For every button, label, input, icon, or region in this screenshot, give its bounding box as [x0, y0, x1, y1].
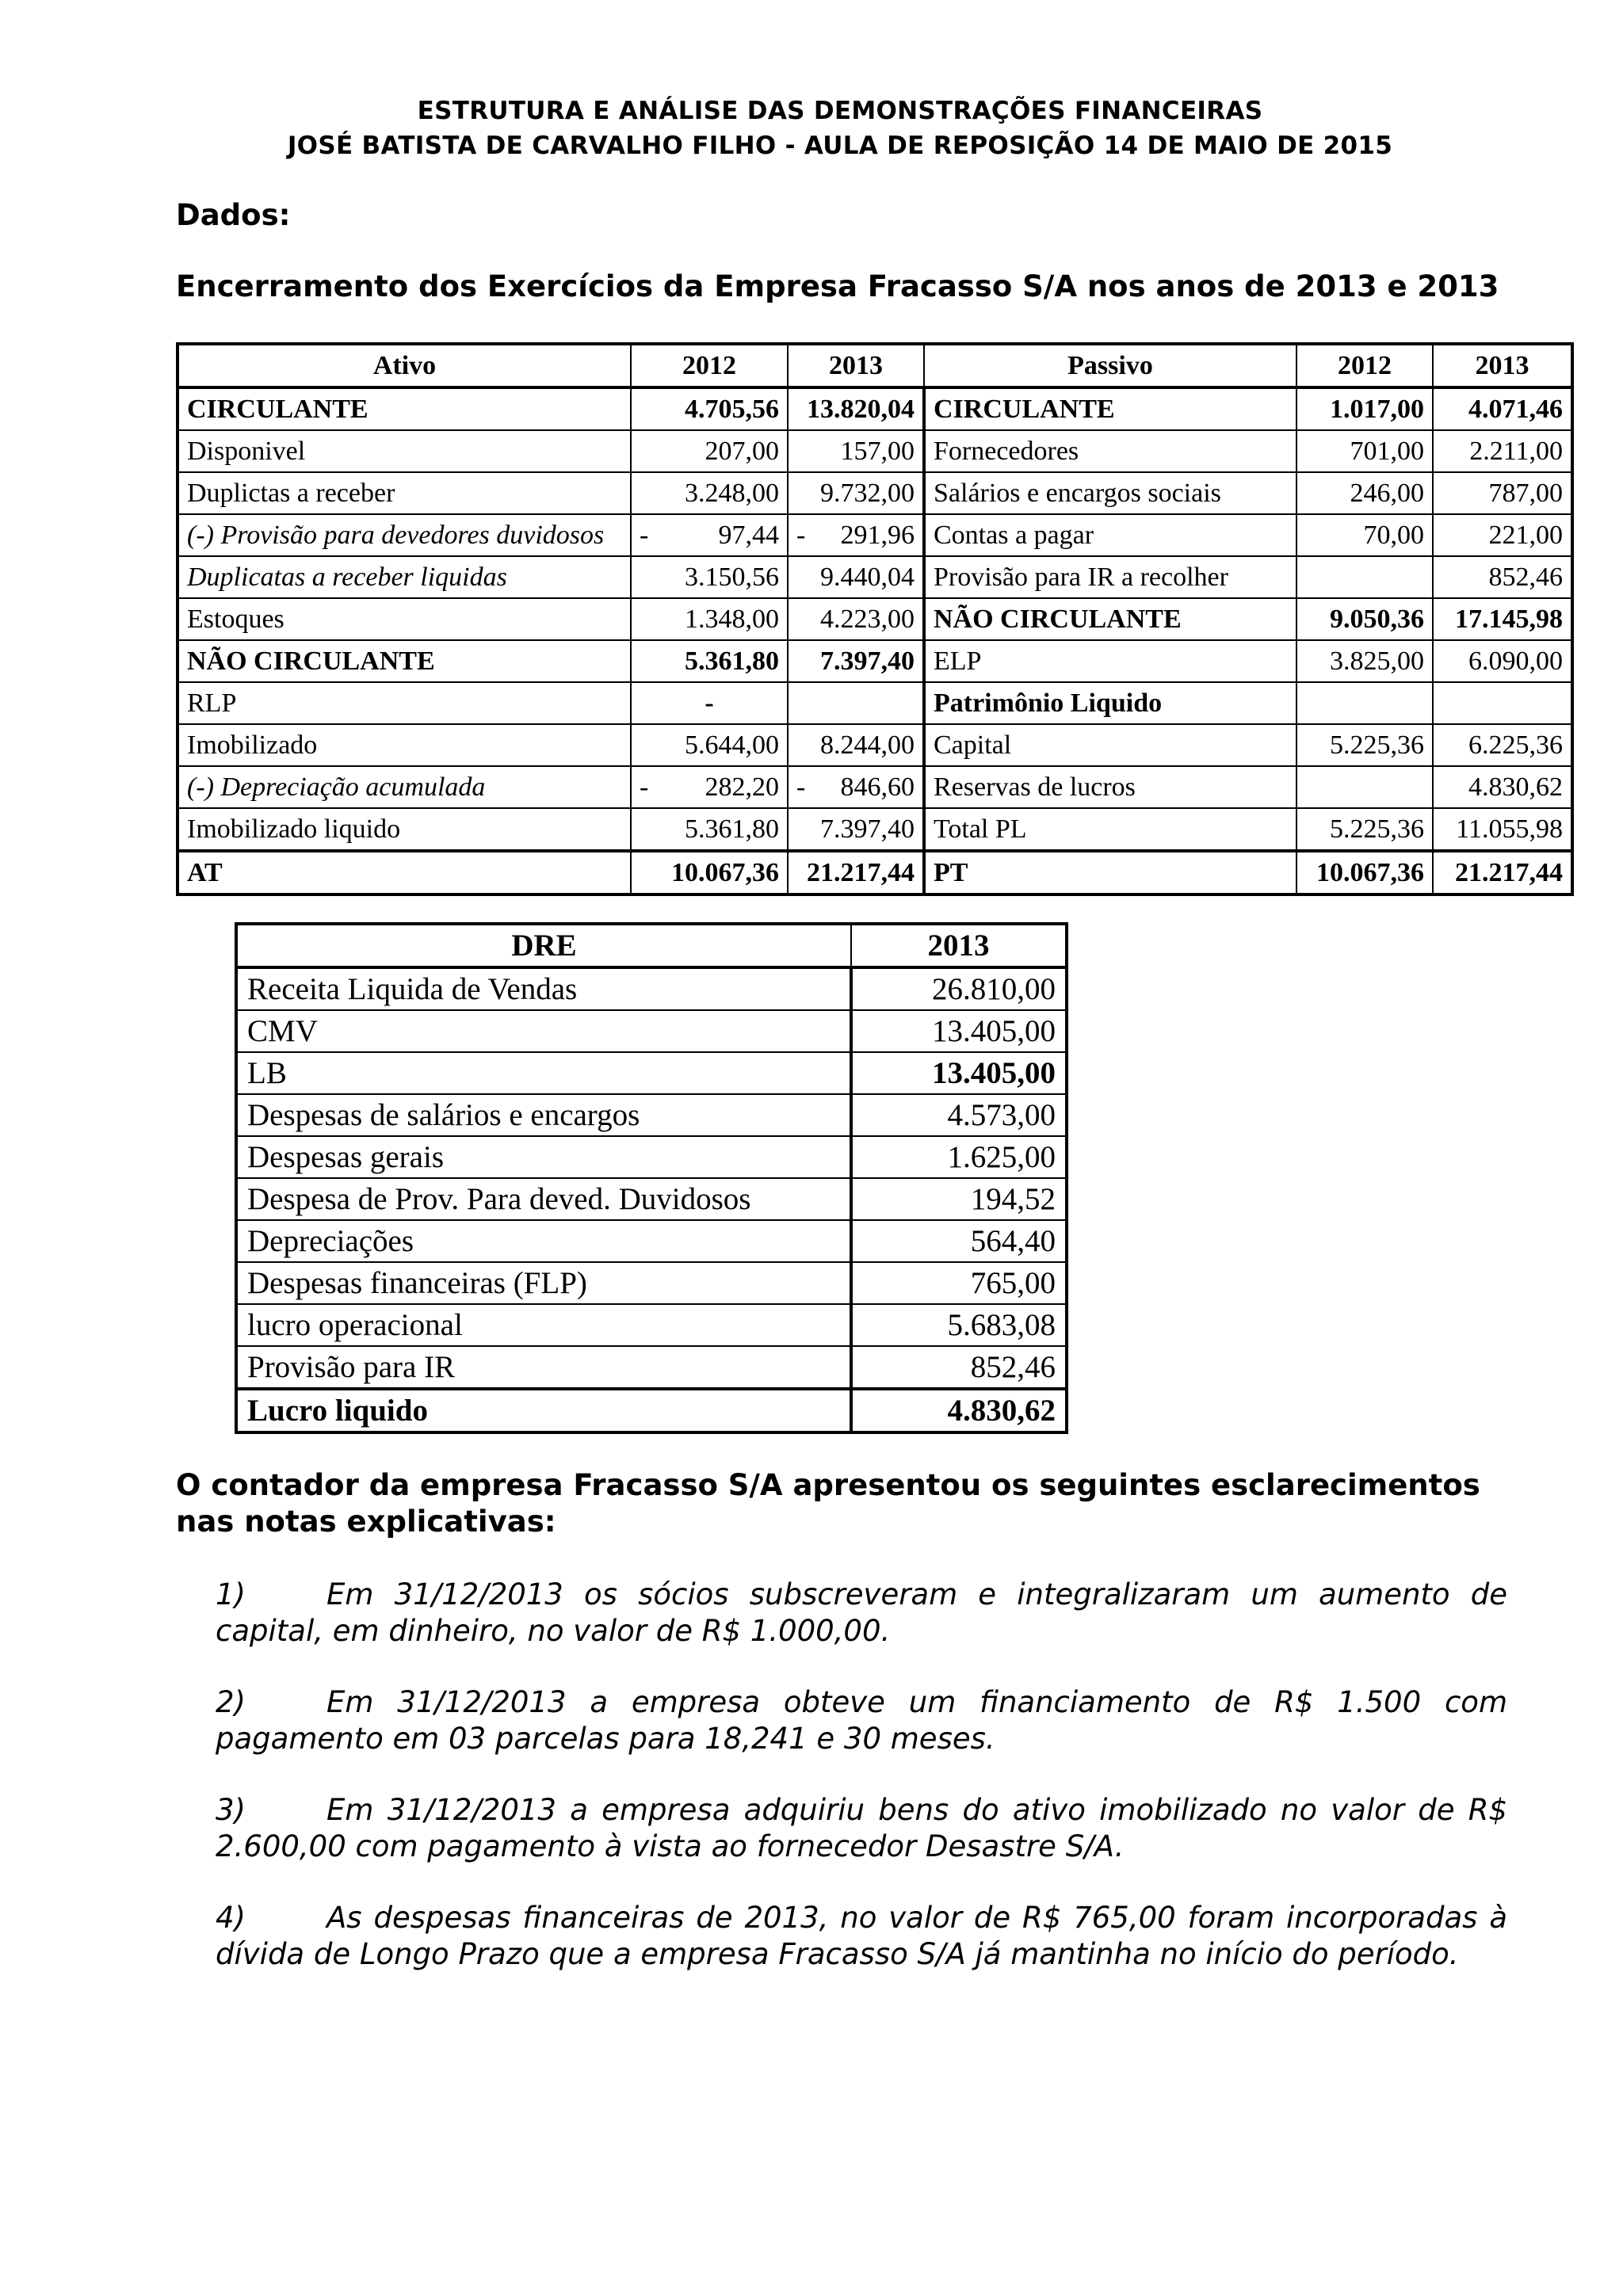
passivo-2012: 1.017,00	[1296, 387, 1433, 430]
note-text: Em 31/12/2013 a empresa obteve um financiamento de R$ 1.500 com pagamento em 03 parcelas para 18,241 e 30 meses.	[216, 1685, 1507, 1756]
note-item	[216, 1684, 1507, 1757]
table-row	[236, 1178, 1067, 1220]
passivo-label: NÃO CIRCULANTE	[924, 598, 1296, 640]
ativo-2013	[788, 682, 924, 724]
balance-sheet-table	[176, 342, 1574, 896]
table-row	[236, 1094, 1067, 1136]
passivo-2013: 4.830,62	[1433, 766, 1572, 808]
ativo-label: CIRCULANTE	[178, 387, 631, 430]
ativo-2012: 97,44	[718, 520, 779, 550]
ativo-2013: 291,96	[840, 520, 915, 550]
ativo-label: (-) Depreciação acumulada	[178, 766, 631, 808]
col-header-passivo-2013: 2013	[1433, 344, 1572, 387]
passivo-2012: 246,00	[1296, 472, 1433, 514]
passivo-total-2012: 10.067,36	[1296, 851, 1433, 894]
header-course-title: ESTRUTURA E ANÁLISE DAS DEMONSTRAÇÕES FINANCEIRAS	[417, 97, 1263, 125]
passivo-2013: 787,00	[1433, 472, 1572, 514]
table-row	[236, 1220, 1067, 1262]
passivo-label: CIRCULANTE	[924, 387, 1296, 430]
dre-header-label: DRE	[236, 924, 851, 967]
col-header-ativo: Ativo	[178, 344, 631, 387]
passivo-2012	[1296, 766, 1433, 808]
passivo-2013: 852,46	[1433, 556, 1572, 598]
passivo-label: Salários e encargos sociais	[924, 472, 1296, 514]
note-text: As despesas financeiras de 2013, no valor de R$ 765,00 foram incorporadas à dívida de Longo Prazo que a empresa Fracasso S/A já mantinha no início do período.	[216, 1901, 1507, 1971]
ativo-2013-cell	[788, 514, 924, 556]
dre-value: 13.405,00	[851, 1010, 1067, 1052]
ativo-2013: 9.732,00	[788, 472, 924, 514]
dados-label: Dados:	[176, 198, 291, 232]
ativo-label: Imobilizado	[178, 724, 631, 766]
table-row	[178, 682, 1572, 724]
dre-label: LB	[236, 1052, 851, 1094]
passivo-2013	[1433, 682, 1572, 724]
dre-value: 564,40	[851, 1220, 1067, 1262]
note-item	[216, 1577, 1507, 1650]
ativo-label: Imobilizado liquido	[178, 808, 631, 851]
passivo-label: Reservas de lucros	[924, 766, 1296, 808]
ativo-label: Disponivel	[178, 430, 631, 472]
table-row	[178, 430, 1572, 472]
dre-total-value: 4.830,62	[851, 1389, 1067, 1432]
ativo-total-label: AT	[178, 851, 631, 894]
passivo-label: Provisão para IR a recolher	[924, 556, 1296, 598]
table-row	[178, 766, 1572, 808]
notes-intro: O contador da empresa Fracasso S/A apresentou os seguintes esclarecimentos nas notas explicativas:	[176, 1468, 1480, 1539]
dre-label: Despesas gerais	[236, 1136, 851, 1178]
dre-total-label: Lucro liquido	[236, 1389, 851, 1432]
dre-label: Provisão para IR	[236, 1346, 851, 1389]
ativo-2013: 9.440,04	[788, 556, 924, 598]
ativo-2012: 5.644,00	[631, 724, 788, 766]
minus-sign: -	[640, 520, 649, 550]
passivo-label: Contas a pagar	[924, 514, 1296, 556]
table-row	[236, 1010, 1067, 1052]
passivo-2012: 9.050,36	[1296, 598, 1433, 640]
col-header-ativo-2013: 2013	[788, 344, 924, 387]
passivo-2013: 2.211,00	[1433, 430, 1572, 472]
dre-label: Despesas financeiras (FLP)	[236, 1262, 851, 1304]
passivo-label: Fornecedores	[924, 430, 1296, 472]
passivo-total-label: PT	[924, 851, 1296, 894]
ativo-2012: 207,00	[631, 430, 788, 472]
col-header-passivo: Passivo	[924, 344, 1296, 387]
ativo-2012: 1.348,00	[631, 598, 788, 640]
ativo-total-2013: 21.217,44	[788, 851, 924, 894]
table-row	[236, 967, 1067, 1010]
table-row	[178, 472, 1572, 514]
passivo-2012	[1296, 682, 1433, 724]
ativo-2013-cell	[788, 766, 924, 808]
note-item	[216, 1900, 1507, 1973]
dre-value: 4.573,00	[851, 1094, 1067, 1136]
explanatory-notes	[216, 1577, 1507, 2008]
dre-value: 765,00	[851, 1262, 1067, 1304]
ativo-2012: 4.705,56	[631, 387, 788, 430]
dre-label: lucro operacional	[236, 1304, 851, 1346]
table-row	[236, 1262, 1067, 1304]
table-row	[178, 387, 1572, 430]
ativo-2013: 8.244,00	[788, 724, 924, 766]
note-text: Em 31/12/2013 os sócios subscreveram e integralizaram um aumento de capital, em dinheiro, no valor de R$ 1.000,00.	[216, 1577, 1507, 1648]
note-number: 3)	[216, 1793, 246, 1827]
passivo-total-2013: 21.217,44	[1433, 851, 1572, 894]
ativo-2012: -	[631, 682, 788, 724]
col-header-ativo-2012: 2012	[631, 344, 788, 387]
ativo-label: Estoques	[178, 598, 631, 640]
dre-label: Despesas de salários e encargos	[236, 1094, 851, 1136]
passivo-2013: 17.145,98	[1433, 598, 1572, 640]
table-row	[236, 1346, 1067, 1389]
ativo-2012: 3.248,00	[631, 472, 788, 514]
table-row	[178, 808, 1572, 851]
ativo-2012: 3.150,56	[631, 556, 788, 598]
minus-sign: -	[796, 520, 806, 550]
passivo-2012: 70,00	[1296, 514, 1433, 556]
balance-header-row	[178, 344, 1572, 387]
note-text: Em 31/12/2013 a empresa adquiriu bens do ativo imobilizado no valor de R$ 2.600,00 com pagamento à vista ao fornecedor Desastre S/A.	[216, 1793, 1507, 1863]
passivo-2013: 4.071,46	[1433, 387, 1572, 430]
table-row	[236, 1304, 1067, 1346]
minus-sign: -	[796, 772, 806, 802]
passivo-2013: 221,00	[1433, 514, 1572, 556]
table-row	[178, 556, 1572, 598]
dre-value: 26.810,00	[851, 967, 1067, 1010]
dre-value: 5.683,08	[851, 1304, 1067, 1346]
dre-label: Receita Liquida de Vendas	[236, 967, 851, 1010]
dre-value: 1.625,00	[851, 1136, 1067, 1178]
dre-header-row	[236, 924, 1067, 967]
ativo-2013: 846,60	[840, 772, 915, 802]
ativo-2012: 282,20	[705, 772, 779, 802]
passivo-2012: 5.225,36	[1296, 808, 1433, 851]
dre-header-year: 2013	[851, 924, 1067, 967]
ativo-2012-cell	[631, 766, 788, 808]
ativo-2013: 13.820,04	[788, 387, 924, 430]
ativo-label: Duplictas a receber	[178, 472, 631, 514]
table-row	[178, 640, 1572, 682]
ativo-label: NÃO CIRCULANTE	[178, 640, 631, 682]
dre-value: 194,52	[851, 1178, 1067, 1220]
note-number: 4)	[216, 1901, 246, 1935]
document-header	[174, 93, 1506, 163]
passivo-2012: 701,00	[1296, 430, 1433, 472]
passivo-2012	[1296, 556, 1433, 598]
table-row	[178, 724, 1572, 766]
note-item	[216, 1792, 1507, 1865]
col-header-passivo-2012: 2012	[1296, 344, 1433, 387]
passivo-2013: 6.090,00	[1433, 640, 1572, 682]
dre-value: 852,46	[851, 1346, 1067, 1389]
ativo-2013: 157,00	[788, 430, 924, 472]
passivo-label: Patrimônio Liquido	[924, 682, 1296, 724]
passivo-2013: 11.055,98	[1433, 808, 1572, 851]
dre-table	[235, 922, 1068, 1434]
passivo-2012: 5.225,36	[1296, 724, 1433, 766]
encerramento-title: Encerramento dos Exercícios da Empresa Fracasso S/A nos anos de 2013 e 2013	[176, 269, 1499, 303]
passivo-label: Capital	[924, 724, 1296, 766]
ativo-2012-cell	[631, 514, 788, 556]
table-row-total	[236, 1389, 1067, 1432]
note-number: 1)	[216, 1577, 246, 1611]
ativo-2012: 5.361,80	[631, 640, 788, 682]
ativo-2013: 7.397,40	[788, 808, 924, 851]
table-row	[178, 598, 1572, 640]
table-row	[236, 1052, 1067, 1094]
ativo-label: (-) Provisão para devedores duvidosos	[178, 514, 631, 556]
table-row	[236, 1136, 1067, 1178]
passivo-2013: 6.225,36	[1433, 724, 1572, 766]
dre-value: 13.405,00	[851, 1052, 1067, 1094]
ativo-total-2012: 10.067,36	[631, 851, 788, 894]
header-author-line: JOSÉ BATISTA DE CARVALHO FILHO - AULA DE REPOSIÇÃO 14 DE MAIO DE 2015	[287, 132, 1393, 160]
dre-label: CMV	[236, 1010, 851, 1052]
ativo-2012: 5.361,80	[631, 808, 788, 851]
minus-sign: -	[640, 772, 649, 802]
ativo-label: Duplicatas a receber liquidas	[178, 556, 631, 598]
ativo-2013: 4.223,00	[788, 598, 924, 640]
dre-label: Despesa de Prov. Para deved. Duvidosos	[236, 1178, 851, 1220]
dre-label: Depreciações	[236, 1220, 851, 1262]
table-row	[178, 514, 1572, 556]
ativo-2013: 7.397,40	[788, 640, 924, 682]
passivo-label: Total PL	[924, 808, 1296, 851]
passivo-2012: 3.825,00	[1296, 640, 1433, 682]
ativo-label: RLP	[178, 682, 631, 724]
table-row-total	[178, 851, 1572, 894]
passivo-label: ELP	[924, 640, 1296, 682]
note-number: 2)	[216, 1685, 246, 1719]
